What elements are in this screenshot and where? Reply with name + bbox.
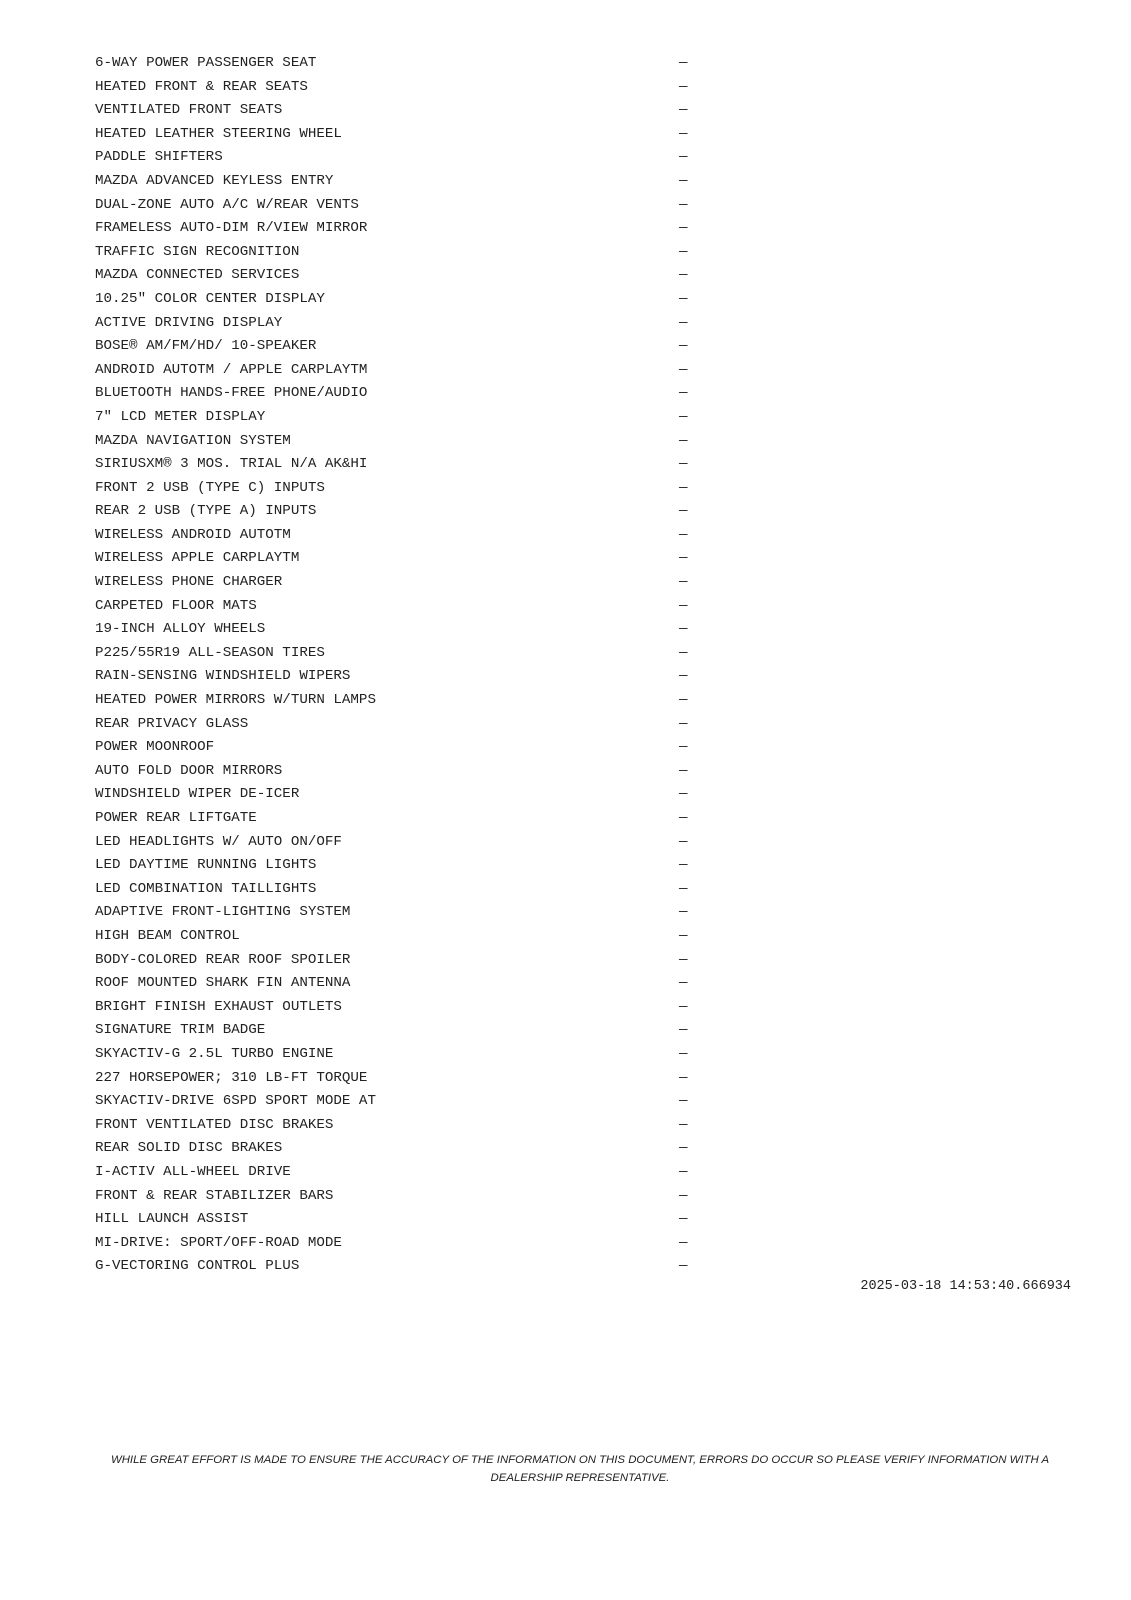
feature-value: — xyxy=(679,456,688,473)
feature-label: ROOF MOUNTED SHARK FIN ANTENNA xyxy=(95,975,351,992)
feature-value: — xyxy=(679,314,688,331)
feature-row xyxy=(95,99,695,123)
feature-value: — xyxy=(679,1045,688,1062)
feature-label: MI-DRIVE: SPORT/OFF-ROAD MODE xyxy=(95,1234,342,1251)
feature-label: ACTIVE DRIVING DISPLAY xyxy=(95,314,283,331)
feature-label: G-VECTORING CONTROL PLUS xyxy=(95,1258,300,1275)
feature-label: SKYACTIV-DRIVE 6SPD SPORT MODE AT xyxy=(95,1093,376,1110)
feature-label: SIGNATURE TRIM BADGE xyxy=(95,1022,266,1039)
feature-row xyxy=(95,524,695,548)
feature-row xyxy=(95,430,695,454)
feature-row xyxy=(95,170,695,194)
feature-row xyxy=(95,1090,695,1114)
feature-label: HILL LAUNCH ASSIST xyxy=(95,1211,249,1228)
feature-value: — xyxy=(679,361,688,378)
feature-row xyxy=(95,595,695,619)
feature-value: — xyxy=(679,621,688,638)
feature-label: BRIGHT FINISH EXHAUST OUTLETS xyxy=(95,998,342,1015)
feature-label: BLUETOOTH HANDS-FREE PHONE/AUDIO xyxy=(95,385,368,402)
feature-row xyxy=(95,312,695,336)
feature-row xyxy=(95,500,695,524)
feature-value: — xyxy=(679,526,688,543)
feature-row xyxy=(95,1232,695,1256)
feature-value: — xyxy=(679,338,688,355)
feature-label: FRONT & REAR STABILIZER BARS xyxy=(95,1187,334,1204)
feature-label: MAZDA ADVANCED KEYLESS ENTRY xyxy=(95,172,334,189)
feature-value: — xyxy=(679,904,688,921)
feature-value: — xyxy=(679,786,688,803)
feature-row xyxy=(95,1019,695,1043)
feature-label: POWER REAR LIFTGATE xyxy=(95,810,257,826)
feature-row xyxy=(95,1185,695,1209)
feature-value: — xyxy=(679,78,688,95)
feature-value: — xyxy=(679,597,688,614)
feature-value: — xyxy=(679,1116,688,1133)
feature-row xyxy=(95,665,695,689)
feature-row xyxy=(95,713,695,737)
feature-value: — xyxy=(679,927,688,944)
feature-value: — xyxy=(679,880,688,897)
disclaimer-text: WHILE GREAT EFFORT IS MADE TO ENSURE THE ACCURACY OF THE INFORMATION ON THIS DOCUMENT, ERRORS DO OCCUR SO PLEASE VERIFY INFORMATION WITH A DEALERSHIP REPRESENTATIVE. xyxy=(110,1454,1050,1484)
feature-row xyxy=(95,996,695,1020)
feature-row xyxy=(95,359,695,383)
feature-value: — xyxy=(679,1187,688,1204)
feature-label: REAR SOLID DISC BRAKES xyxy=(95,1140,283,1157)
feature-row xyxy=(95,547,695,571)
feature-value: — xyxy=(679,55,688,71)
print-timestamp: 2025-03-18 14:53:40.666934 xyxy=(860,1279,1071,1294)
feature-row xyxy=(95,689,695,713)
feature-value: — xyxy=(679,290,688,307)
feature-label: BOSE® AM/FM/HD/ 10-SPEAKER xyxy=(95,338,317,355)
feature-row xyxy=(95,925,695,949)
feature-label: WINDSHIELD WIPER DE-ICER xyxy=(95,786,300,803)
feature-value: — xyxy=(679,998,688,1015)
feature-label: FRONT 2 USB (TYPE C) INPUTS xyxy=(95,479,325,496)
feature-row xyxy=(95,477,695,501)
feature-value: — xyxy=(679,196,688,213)
feature-row xyxy=(95,146,695,170)
feature-label: HIGH BEAM CONTROL xyxy=(95,927,240,944)
feature-value: — xyxy=(679,810,688,826)
feature-row xyxy=(95,642,695,666)
feature-value: — xyxy=(679,267,688,284)
feature-label: RAIN-SENSING WINDSHIELD WIPERS xyxy=(95,668,351,685)
feature-label: DUAL-ZONE AUTO A/C W/REAR VENTS xyxy=(95,196,359,213)
feature-value: — xyxy=(679,220,688,237)
feature-label: REAR 2 USB (TYPE A) INPUTS xyxy=(95,503,317,520)
feature-row xyxy=(95,972,695,996)
feature-value: — xyxy=(679,692,688,709)
feature-row xyxy=(95,406,695,430)
feature-label: P225/55R19 ALL-SEASON TIRES xyxy=(95,644,325,661)
feature-label: HEATED LEATHER STEERING WHEEL xyxy=(95,125,342,142)
feature-value: — xyxy=(679,172,688,189)
feature-value: — xyxy=(679,1163,688,1180)
feature-row xyxy=(95,783,695,807)
feature-row xyxy=(95,760,695,784)
feature-label: REAR PRIVACY GLASS xyxy=(95,715,249,732)
feature-label: HEATED FRONT & REAR SEATS xyxy=(95,78,308,95)
feature-row xyxy=(95,831,695,855)
feature-value: — xyxy=(679,833,688,850)
feature-row xyxy=(95,618,695,642)
feature-value: — xyxy=(679,479,688,496)
feature-value: — xyxy=(679,1093,688,1110)
feature-value: — xyxy=(679,1140,688,1157)
feature-row xyxy=(95,1208,695,1232)
feature-row xyxy=(95,194,695,218)
feature-label: ANDROID AUTOTM / APPLE CARPLAYTM xyxy=(95,361,368,378)
feature-value: — xyxy=(679,574,688,591)
feature-label: 10.25" COLOR CENTER DISPLAY xyxy=(95,290,325,307)
feature-row xyxy=(95,241,695,265)
feature-value: — xyxy=(679,550,688,567)
feature-label: MAZDA CONNECTED SERVICES xyxy=(95,267,300,284)
feature-label: MAZDA NAVIGATION SYSTEM xyxy=(95,432,291,449)
feature-label: BODY-COLORED REAR ROOF SPOILER xyxy=(95,951,351,968)
feature-row xyxy=(95,382,695,406)
feature-row xyxy=(95,123,695,147)
feature-value: — xyxy=(679,125,688,142)
feature-label: 19-INCH ALLOY WHEELS xyxy=(95,621,266,638)
feature-row xyxy=(95,901,695,925)
feature-row xyxy=(95,807,695,831)
feature-row xyxy=(95,1067,695,1091)
feature-value: — xyxy=(679,951,688,968)
feature-row xyxy=(95,1137,695,1161)
feature-row xyxy=(95,878,695,902)
feature-label: AUTO FOLD DOOR MIRRORS xyxy=(95,762,283,779)
feature-row xyxy=(95,1161,695,1185)
feature-label: I-ACTIV ALL-WHEEL DRIVE xyxy=(95,1163,291,1180)
feature-label: TRAFFIC SIGN RECOGNITION xyxy=(95,243,300,260)
feature-label: 6-WAY POWER PASSENGER SEAT xyxy=(95,55,317,71)
feature-label: CARPETED FLOOR MATS xyxy=(95,597,257,614)
feature-label: 7" LCD METER DISPLAY xyxy=(95,408,266,425)
feature-value: — xyxy=(679,762,688,779)
feature-label: WIRELESS APPLE CARPLAYTM xyxy=(95,550,300,567)
feature-label: SKYACTIV-G 2.5L TURBO ENGINE xyxy=(95,1045,334,1062)
feature-label: LED HEADLIGHTS W/ AUTO ON/OFF xyxy=(95,833,342,850)
feature-value: — xyxy=(679,1258,688,1275)
feature-value: — xyxy=(679,243,688,260)
feature-label: 227 HORSEPOWER; 310 LB-FT TORQUE xyxy=(95,1069,368,1086)
feature-value: — xyxy=(679,102,688,119)
feature-value: — xyxy=(679,432,688,449)
feature-label: ADAPTIVE FRONT-LIGHTING SYSTEM xyxy=(95,904,351,921)
feature-label: WIRELESS PHONE CHARGER xyxy=(95,574,283,591)
feature-value: — xyxy=(679,975,688,992)
feature-value: — xyxy=(679,668,688,685)
feature-value: — xyxy=(679,1234,688,1251)
feature-label: VENTILATED FRONT SEATS xyxy=(95,102,283,119)
feature-row xyxy=(95,1114,695,1138)
feature-row xyxy=(95,217,695,241)
feature-value: — xyxy=(679,503,688,520)
feature-row xyxy=(95,571,695,595)
feature-label: FRAMELESS AUTO-DIM R/VIEW MIRROR xyxy=(95,220,368,237)
feature-row xyxy=(95,335,695,359)
feature-row xyxy=(95,949,695,973)
feature-value: — xyxy=(679,857,688,874)
feature-value: — xyxy=(679,715,688,732)
feature-label: PADDLE SHIFTERS xyxy=(95,149,223,166)
feature-value: — xyxy=(679,739,688,756)
feature-value: — xyxy=(679,149,688,166)
feature-row xyxy=(95,736,695,760)
feature-row xyxy=(95,288,695,312)
feature-row xyxy=(95,854,695,878)
feature-label: SIRIUSXM® 3 MOS. TRIAL N/A AK&HI xyxy=(95,456,368,473)
feature-value: — xyxy=(679,408,688,425)
feature-row xyxy=(95,264,695,288)
feature-row xyxy=(95,52,695,76)
feature-label: LED DAYTIME RUNNING LIGHTS xyxy=(95,857,317,874)
feature-value: — xyxy=(679,1211,688,1228)
feature-label: HEATED POWER MIRRORS W/TURN LAMPS xyxy=(95,692,376,709)
feature-row xyxy=(95,76,695,100)
feature-list xyxy=(95,52,695,1279)
feature-row xyxy=(95,453,695,477)
feature-row xyxy=(95,1043,695,1067)
feature-value: — xyxy=(679,1022,688,1039)
feature-label: FRONT VENTILATED DISC BRAKES xyxy=(95,1116,334,1133)
feature-label: WIRELESS ANDROID AUTOTM xyxy=(95,526,291,543)
feature-row xyxy=(95,1255,695,1279)
feature-value: — xyxy=(679,1069,688,1086)
feature-value: — xyxy=(679,644,688,661)
feature-value: — xyxy=(679,385,688,402)
feature-label: POWER MOONROOF xyxy=(95,739,215,756)
feature-label: LED COMBINATION TAILLIGHTS xyxy=(95,880,317,897)
